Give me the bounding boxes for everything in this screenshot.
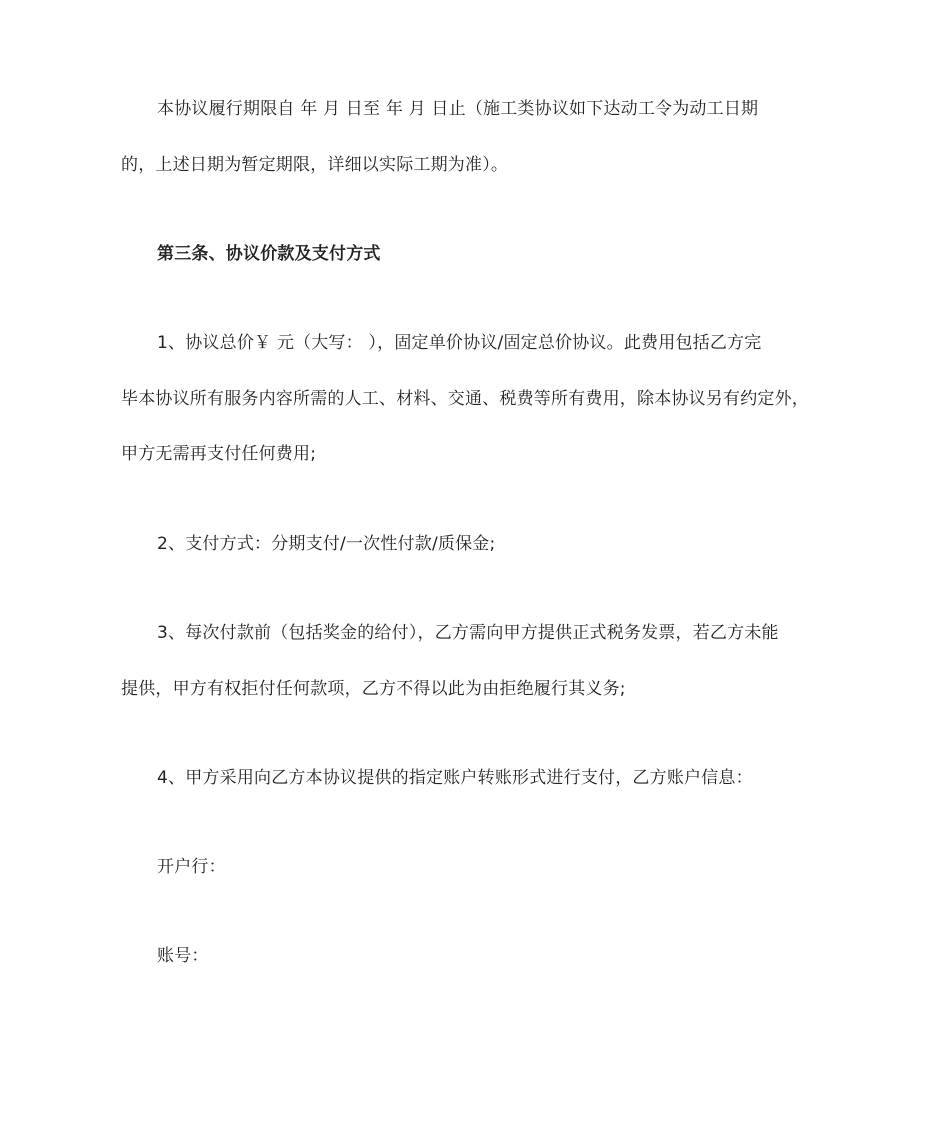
term-paragraph-line-2: 的，上述日期为暂定期限，详细以实际工期为准）。: [121, 155, 509, 175]
item-1-line-2: 毕本协议所有服务内容所需的人工、材料、交通、税费等所有费用，除本协议另有约定外，: [121, 389, 809, 409]
item-2: 2、支付方式：分期支付/一次性付款/质保金;: [157, 534, 496, 554]
item-4: 4、甲方采用向乙方本协议提供的指定账户转账形式进行支付，乙方账户信息：: [157, 768, 753, 788]
item-1-line-3: 甲方无需再支付任何费用;: [121, 444, 317, 464]
bank-label: 开户行：: [157, 857, 226, 877]
item-3-line-1: 3、每次付款前（包括奖金的给付），乙方需向甲方提供正式税务发票，若乙方未能: [157, 623, 779, 643]
item-1-line-1: 1、协议总价￥ 元（大写： ），固定单价协议/固定总价协议。此费用包括乙方完: [157, 333, 762, 353]
section-3-heading: 第三条、协议价款及支付方式: [157, 244, 381, 264]
account-label: 账号：: [157, 946, 209, 966]
term-paragraph-line-1: 本协议履行期限自 年 月 日至 年 月 日止（施工类协议如下达动工令为动工日期: [157, 99, 759, 119]
item-3-line-2: 提供，甲方有权拒付任何款项，乙方不得以此为由拒绝履行其义务;: [121, 679, 626, 699]
